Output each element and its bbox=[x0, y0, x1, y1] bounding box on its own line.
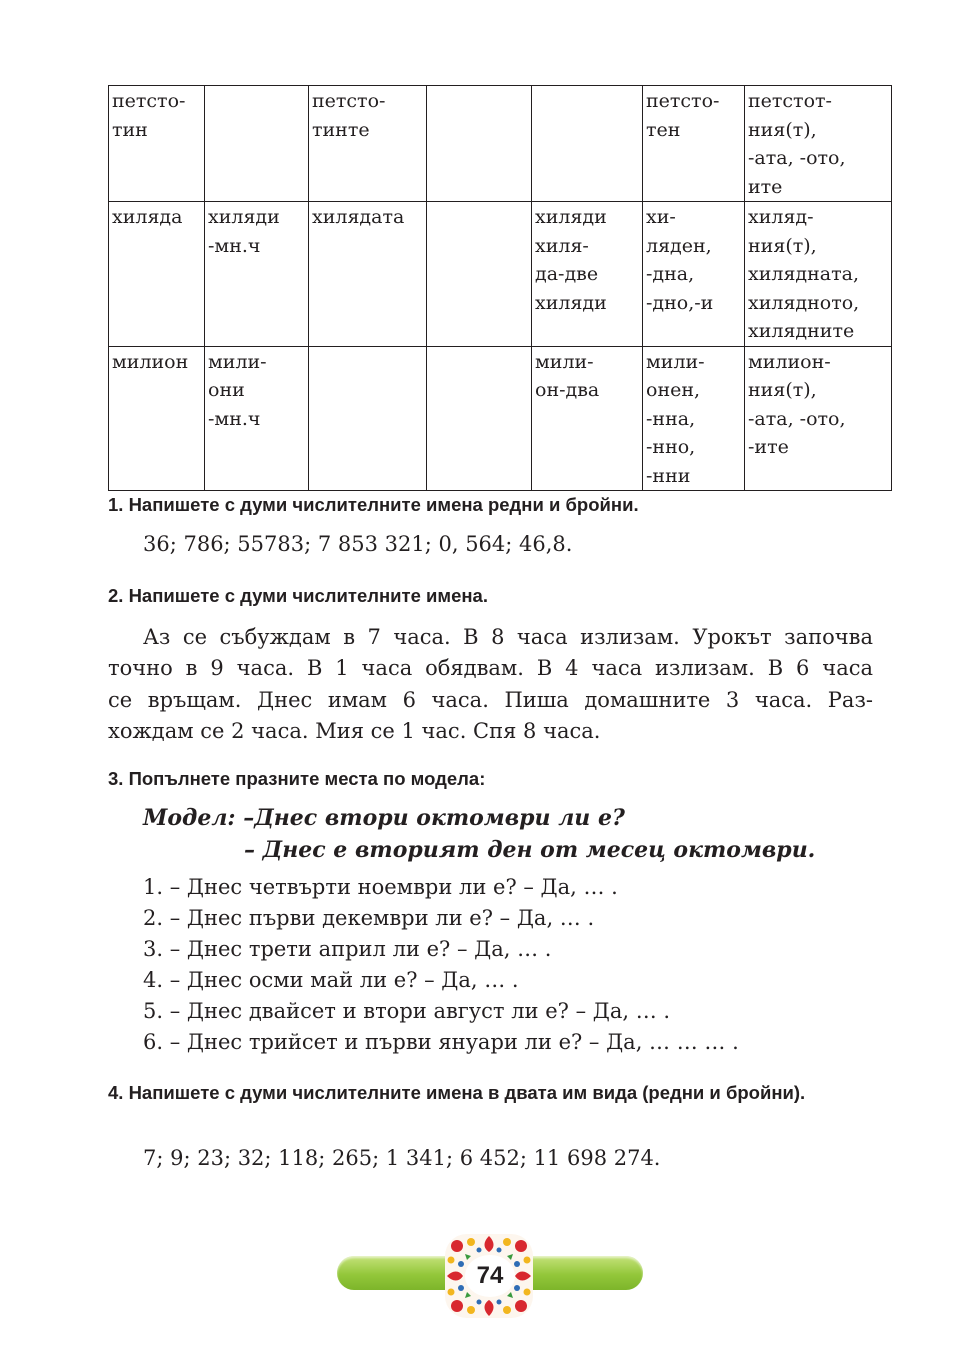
page-number: 74 bbox=[465, 1255, 515, 1297]
cell-text: -дна, bbox=[646, 263, 695, 285]
table-cell bbox=[205, 346, 309, 491]
table-cell bbox=[643, 86, 745, 202]
numerals-table-body bbox=[109, 86, 892, 491]
task2-line: се връщам. Днес имам 6 часа. Пиша домашните 3 часа. Раз- bbox=[108, 687, 873, 712]
table-row bbox=[109, 86, 892, 202]
task1-numbers: 36; 786; 55783; 7 853 321; 0, 564; 46,8. bbox=[143, 532, 573, 556]
cell-text: -мн.ч bbox=[208, 234, 261, 257]
cell-text: тен bbox=[646, 118, 681, 141]
cell-text: петстот- bbox=[748, 90, 832, 112]
task3-heading: 3. Попълнете празните места по модела: bbox=[108, 768, 486, 789]
cell-text: -нно, bbox=[646, 436, 696, 458]
cell-text: хи- bbox=[646, 206, 676, 228]
task4-numbers: 7; 9; 23; 32; 118; 265; 1 341; 6 452; 11 698 274. bbox=[143, 1146, 661, 1170]
list-item: 2. – Днес първи декември ли е? – Да, … . bbox=[143, 906, 595, 930]
cell-text: мили- bbox=[208, 350, 267, 373]
table-cell bbox=[109, 346, 205, 491]
task2-line: хождам се 2 часа. Мия се 1 час. Спя 8 часа. bbox=[108, 718, 601, 743]
cell-text: тинте bbox=[312, 118, 370, 141]
task4-heading: 4. Напишете с думи числителните имена в двата им вида (редни и бройни). bbox=[108, 1082, 806, 1103]
cell-text: петсто- bbox=[312, 90, 386, 112]
model-line-2: – Днес е вторият ден от месец октомври. bbox=[244, 837, 816, 863]
table-cell bbox=[745, 202, 892, 347]
cell-text: ния(т), bbox=[748, 118, 817, 141]
cell-text: да-две bbox=[535, 263, 599, 285]
task2-line: Аз се събуждам в 7 часа. В 8 часа излизам. Урокът започва bbox=[143, 625, 873, 649]
list-item: 6. – Днес трийсет и първи януари ли е? – Да, … … … . bbox=[143, 1030, 739, 1054]
cell-text: -ите bbox=[748, 436, 789, 458]
model-line-1: Модел: –Днес втори октомври ли е? bbox=[143, 805, 625, 831]
cell-text: хилядното, bbox=[748, 291, 860, 314]
table-cell bbox=[532, 346, 643, 491]
cell-text: хиляди bbox=[208, 206, 280, 228]
table-cell bbox=[205, 86, 309, 202]
cell-text: хиляди bbox=[535, 291, 607, 314]
table-cell bbox=[532, 86, 643, 202]
table-cell bbox=[745, 346, 892, 491]
cell-text: он-два bbox=[535, 379, 600, 401]
cell-text: ляден, bbox=[646, 234, 712, 257]
cell-text: хилядата bbox=[312, 206, 405, 228]
cell-text: -ата, -ото, bbox=[748, 407, 846, 430]
task2-paragraph bbox=[108, 622, 873, 747]
cell-text: -нни bbox=[646, 464, 691, 487]
cell-text: хиля- bbox=[535, 234, 589, 257]
table-cell bbox=[427, 86, 532, 202]
task2-heading: 2. Напишете с думи числителните имена. bbox=[108, 585, 488, 606]
cell-text: ния(т), bbox=[748, 379, 817, 401]
table-cell bbox=[643, 202, 745, 347]
cell-text: ния(т), bbox=[748, 234, 817, 257]
cell-text: хиляди bbox=[535, 206, 607, 228]
cell-text: ите bbox=[748, 175, 783, 198]
numerals-table bbox=[108, 85, 892, 491]
table-cell bbox=[309, 202, 427, 347]
cell-text: они bbox=[208, 379, 245, 401]
cell-text: онен, bbox=[646, 379, 701, 401]
list-item: 1. – Днес четвърти ноември ли е? – Да, … . bbox=[143, 875, 618, 899]
cell-text: хилядната, bbox=[748, 263, 860, 285]
cell-text: милион- bbox=[748, 350, 831, 373]
table-cell bbox=[427, 202, 532, 347]
table-row bbox=[109, 202, 892, 347]
table-cell bbox=[205, 202, 309, 347]
table-cell bbox=[309, 86, 427, 202]
cell-text: -мн.ч bbox=[208, 407, 261, 430]
table-cell bbox=[109, 202, 205, 347]
cell-text: -нна, bbox=[646, 407, 696, 430]
task1-heading: 1. Напишете с думи числителните имена редни и бройни. bbox=[108, 494, 639, 515]
cell-text: -дно,-и bbox=[646, 291, 714, 314]
cell-text: хиляд- bbox=[748, 206, 814, 228]
cell-text: хиляда bbox=[112, 206, 183, 228]
cell-text: мили- bbox=[535, 350, 594, 373]
cell-text: милион bbox=[112, 350, 189, 373]
list-item: 4. – Днес осми май ли е? – Да, … . bbox=[143, 968, 519, 992]
table-cell bbox=[532, 202, 643, 347]
cell-text: хилядните bbox=[748, 320, 855, 342]
list-item: 3. – Днес трети април ли е? – Да, … . bbox=[143, 937, 552, 961]
table-cell bbox=[643, 346, 745, 491]
table-cell bbox=[745, 86, 892, 202]
cell-text: -ата, -ото, bbox=[748, 147, 846, 169]
list-item: 5. – Днес двайсет и втори август ли е? – Да, … . bbox=[143, 999, 671, 1023]
cell-text: петсто- bbox=[112, 90, 186, 112]
table-cell bbox=[109, 86, 205, 202]
task3-list bbox=[143, 872, 739, 1058]
table-cell bbox=[427, 346, 532, 491]
cell-text: мили- bbox=[646, 350, 705, 373]
cell-text: петсто- bbox=[646, 90, 720, 112]
table-row bbox=[109, 346, 892, 491]
cell-text: тин bbox=[112, 118, 148, 141]
task2-line: точно в 9 часа. В 1 часа обядвам. В 4 часа излизам. В 6 часа bbox=[108, 656, 873, 681]
table-cell bbox=[309, 346, 427, 491]
